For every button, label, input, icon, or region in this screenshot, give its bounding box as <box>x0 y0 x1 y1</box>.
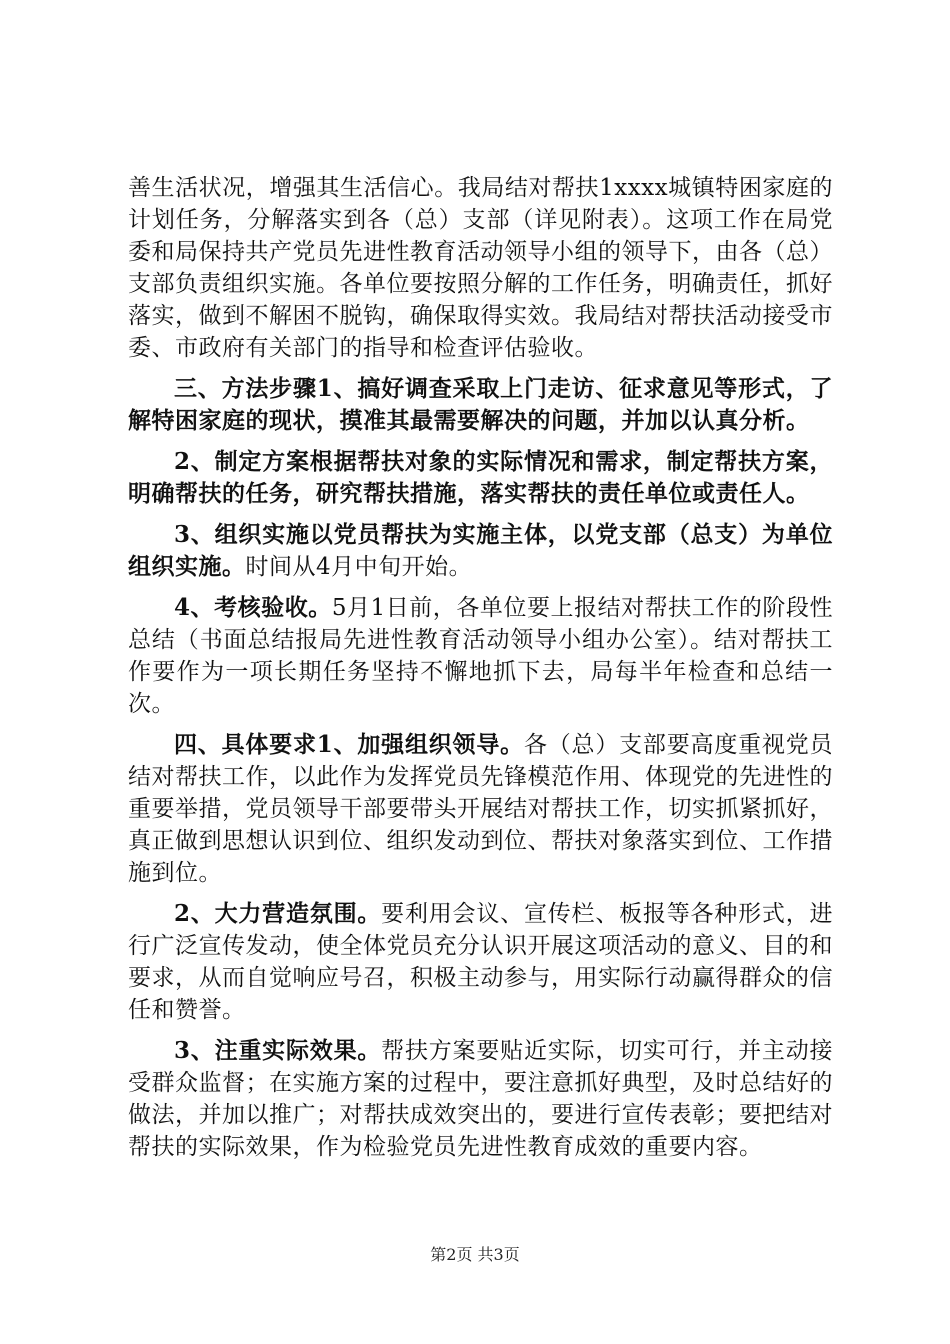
paragraph-text: 善生活状况，增强其生活信心。我局结对帮扶1xxxx城镇特困家庭的计划任务，分解落实到各（总）支部（详见附表）。这项工作在局党委和局保持共产党员先进性教育活动领导小组的领导下，由各（总）支部负责组织实施。各单位要按照分解的工作任务，明确责任，抓好落实，做到不解困不脱钩，确保取得实效。我局结对帮扶活动接受市委、市政府有关部门的指导和检查评估验收。 <box>128 175 833 361</box>
paragraph-heading-text: 3、组织实施以党员帮扶为实施主体，以党支部（总支）为单位组织实施。 <box>128 521 833 580</box>
paragraph-text: 帮扶方案要贴近实际，切实可行，并主动接受群众监督；在实施方案的过程中，要注意抓好典型，及时总结好的做法，并加以推广；对帮扶成效突出的，要进行宣传表彰；要把结对帮扶的实际效果，作为检验党员先进性教育成效的重要内容。 <box>128 1038 833 1160</box>
paragraph-heading-text: 4、考核验收。 <box>174 594 332 621</box>
document-body <box>128 172 833 1163</box>
paragraph-text: 时间从4月中旬开始。 <box>245 554 473 580</box>
paragraph-section-four-req-one <box>128 729 833 889</box>
paragraph-text: 各（总）支部要高度重视党员结对帮扶工作，以此作为发挥党员先锋模范作用、体现党的先进性的重要举措，党员领导干部要带头开展结对帮扶工作，切实抓紧抓好，真正做到思想认识到位、组织发动到位、帮扶对象落实到位、工作措施到位。 <box>128 732 834 886</box>
paragraph-text: 要利用会议、宣传栏、板报等各种形式，进行广泛宣传发动，使全体党员充分认识开展这项活动的意义、目的和要求，从而自觉响应号召，积极主动参与，用实际行动赢得群众的信任和赞誉。 <box>128 901 833 1023</box>
page-footer <box>0 1244 950 1266</box>
paragraph-section-three-step-one <box>128 373 833 437</box>
paragraph-heading-text: 2、制定方案根据帮扶对象的实际情况和需求，制定帮扶方案，明确帮扶的任务，研究帮扶措施，落实帮扶的责任单位或责任人。 <box>128 448 833 507</box>
paragraph-text: 5月1日前，各单位要上报结对帮扶工作的阶段性总结（书面总结报局先进性教育活动领导小组办公室）。结对帮扶工作要作为一项长期任务坚持不懈地抓下去，局每半年检查和总结一次。 <box>128 595 833 717</box>
paragraph-continuation <box>128 172 833 364</box>
paragraph-step-three <box>128 519 833 583</box>
paragraph-heading-text: 四、具体要求1、加强组织领导。 <box>174 731 524 758</box>
paragraph-step-four <box>128 592 833 720</box>
paragraph-req-two <box>128 898 833 1026</box>
paragraph-heading-text: 3、注重实际效果。 <box>174 1037 382 1064</box>
paragraph-req-three <box>128 1035 833 1163</box>
paragraph-step-two <box>128 446 833 510</box>
paragraph-heading-text: 2、大力营造氛围。 <box>174 900 382 927</box>
paragraph-heading-text: 三、方法步骤1、搞好调查采取上门走访、征求意见等形式，了解特困家庭的现状，摸准其最需要解决的问题，并加以认真分析。 <box>128 375 833 434</box>
page-number-label: 第2页 共3页 <box>430 1245 520 1264</box>
